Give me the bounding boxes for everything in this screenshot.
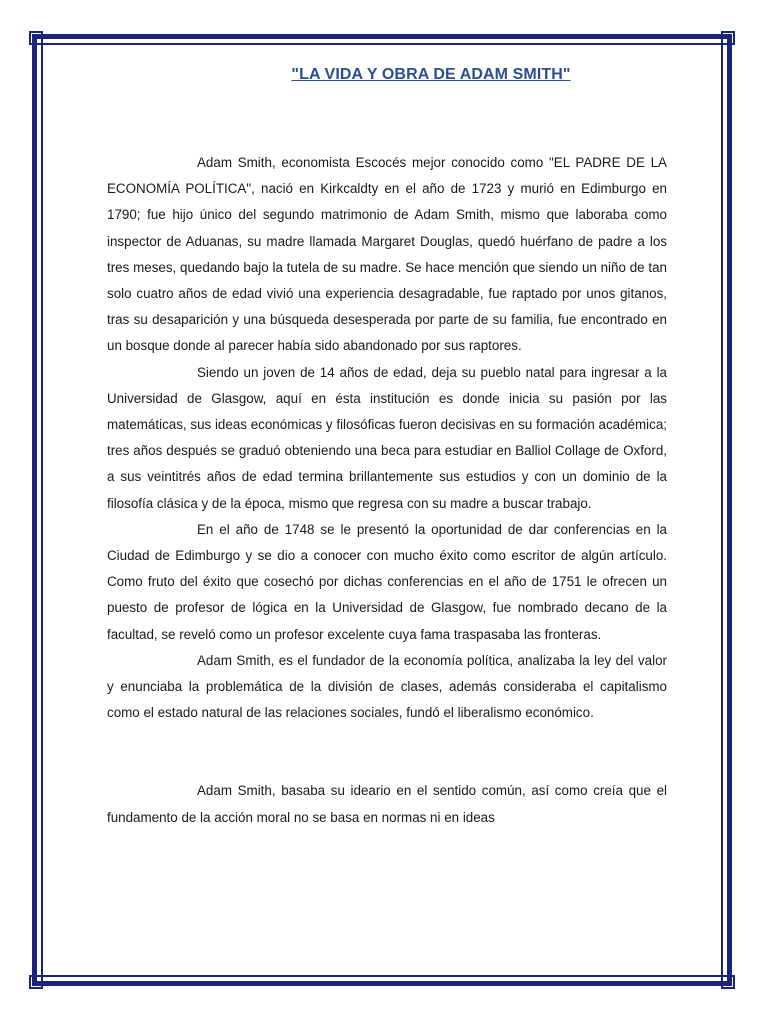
- paragraph: Adam Smith, es el fundador de la economía política, analizaba la ley del valor y enunciaba la problemática de la división de clases, además consideraba el capitalismo como el estado natural de las relaciones sociales, fundó el liberalismo económico.: [107, 652, 667, 721]
- document-title: "LA VIDA Y OBRA DE ADAM SMITH": [291, 66, 571, 83]
- border-corner-ornament: [29, 31, 43, 45]
- border-corner-ornament: [29, 975, 43, 989]
- paragraph: Siendo un joven de 14 años de edad, deja su pueblo natal para ingresar a la Universidad de Glasgow, aquí en ésta institución es donde inicia su pasión por las matemáticas, sus ideas económicas y filosóficas fueron decisivas en su formación académica; tres años después se graduó obteniendo una beca para estudiar en Balliol Collage de Oxford, a sus veintitrés años de edad termina brillantemente sus estudios y con un dominio de la filosofía clásica y de la época, mismo que regresa con su madre a buscar trabajo.: [107, 364, 667, 511]
- border-corner-ornament: [721, 31, 735, 45]
- border-corner-ornament: [721, 975, 735, 989]
- paragraph: Adam Smith, basaba su ideario en el sentido común, así como creía que el fundamento de la acción moral no se basa en normas ni en ideas: [107, 783, 667, 825]
- document-body: [107, 150, 667, 831]
- paragraph: Adam Smith, economista Escocés mejor conocido como "EL PADRE DE LA ECONOMÍA POLÍTICA", nació en Kirkcaldty en el año de 1723 y murió en Edimburgo en 1790; fue hijo único del segundo matrimonio de Adam Smith, mismo que laboraba como inspector de Aduanas, su madre llamada Margaret Douglas, quedó huérfano de padre a los tres meses, quedando bajo la tutela de su madre. Se hace mención que siendo un niño de tan solo cuatro años de edad vivió una experiencia desagradable, fue raptado por unos gitanos, tras su desaparición y una búsqueda desesperada por parte de su familia, fue encontrado en un bosque donde al parecer había sido abandonado por sus raptores.: [107, 155, 667, 354]
- paragraph: En el año de 1748 se le presentó la oportunidad de dar conferencias en la Ciudad de Edimburgo y se dio a conocer con mucho éxito como escritor de algún artículo. Como fruto del éxito que cosechó por dichas conferencias en el año de 1751 le ofrecen un puesto de profesor de lógica en la Universidad de Glasgow, fue nombrado decano de la facultad, se reveló como un profesor excelente cuya fama traspasaba las fronteras.: [107, 521, 667, 642]
